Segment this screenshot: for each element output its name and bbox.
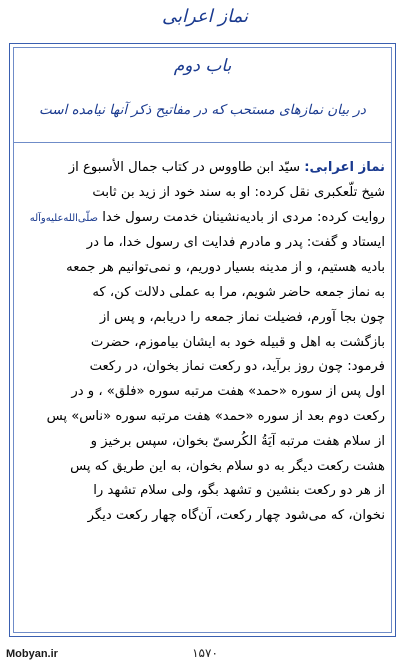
body-line-10: اول پس از سوره «حمد» هفت مرتبه سوره «فلق» ، و در — [71, 384, 385, 400]
body-line-7: چون بجا آورم، فضیلت نماز جمعه را دریابم، و پس از — [99, 309, 385, 325]
body-line-2: شیخ تلّعکبری نقل کرده: او به سند خود از زید بن ثابت — [92, 184, 385, 200]
body-line-1 — [20, 156, 385, 181]
site-watermark: Mobyan.ir — [6, 648, 58, 660]
body-line-12: از سلام هفت مرتبه آیَةُ الکُرسیّ بخوان، سپس برخیز و — [90, 433, 385, 449]
prayer-name-lead: نماز اعرابی: — [304, 160, 385, 175]
salawat-mark: صلّی‌الله‌علیه‌وآله — [29, 212, 99, 224]
chapter-title: باب دوم — [173, 56, 232, 76]
body-line-8: بازگشت به اهل و قبیله خود به ایشان بیاموزم، حضرت — [90, 334, 385, 350]
body-line-15: نخوان، که می‌شود چهار رکعت، آن‌گاه چهار رکعت دیگر — [87, 508, 385, 524]
title-divider — [14, 142, 391, 143]
body-line-13: هشت رکعت دیگر به دو سلام بخوان، به این طریق که پس — [70, 458, 385, 474]
running-header-title: نماز اعرابی — [161, 6, 248, 27]
body-line-3-text: روایت کرده: مردی از بادیه‌نشینان خدمت رسول خدا — [102, 209, 385, 225]
body-line-6: به نماز جمعه حاضر شویم، مرا به عملی دلالت کن، که — [92, 284, 385, 300]
page-frame — [9, 43, 396, 637]
body-line-9: فرمود: چون روز برآید، دو رکعت نماز بخوان، در رکعت — [89, 359, 385, 375]
body-line-1-rest: سیّد ابن طاووس در کتاب جمال الأسبوع از — [68, 160, 305, 175]
body-line-4: ایستاد و گفت: پدر و مادرم فدایت ای رسول خدا، ما در — [86, 235, 385, 251]
chapter-subtitle: در بیان نمازهای مستحب که در مفاتیح ذکر آنها نیامده است — [39, 102, 366, 118]
page-number: ۱۵۷۰ — [192, 646, 218, 660]
body-text — [20, 156, 385, 529]
body-line-5: بادیه هستیم، و از مدینه بسیار دوریم، و نمی‌توانیم هر جمعه — [66, 260, 385, 276]
body-line-3 — [20, 206, 385, 232]
body-line-14: از هر دو رکعت بنشین و تشهد بگو، ولی سلام تشهد را — [93, 483, 385, 499]
body-line-11: رکعت دوم بعد از سوره «حمد» هفت مرتبه سوره «ناس» پس — [46, 408, 385, 424]
